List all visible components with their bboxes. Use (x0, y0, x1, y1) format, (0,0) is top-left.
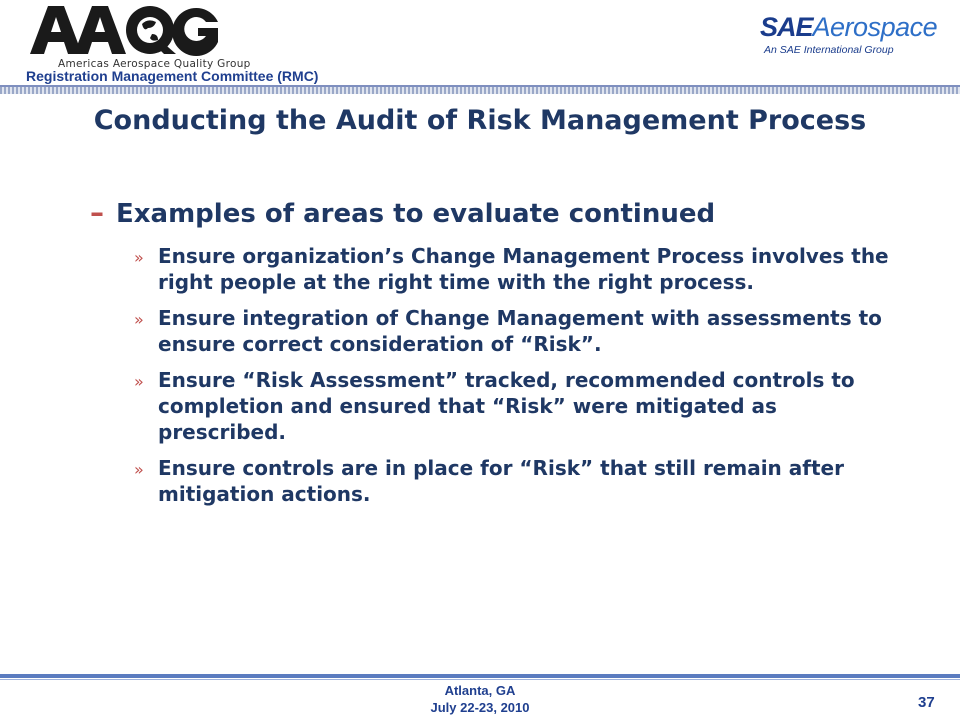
header-divider-band (0, 86, 960, 94)
section-heading-text: Examples of areas to evaluate continued (116, 199, 716, 229)
chevron-bullet-icon: » (134, 310, 144, 329)
committee-name: Registration Management Committee (RMC) (26, 68, 319, 84)
chevron-bullet-icon: » (134, 372, 144, 391)
list-item (134, 367, 914, 445)
section-heading (90, 196, 910, 229)
chevron-bullet-icon: » (134, 460, 144, 479)
aaqg-tagline: Americas Aerospace Quality Group (58, 58, 251, 70)
footer-dates: July 22-23, 2010 (430, 700, 530, 715)
footer-divider (0, 674, 960, 678)
list-item (134, 455, 914, 507)
aaqg-logo (22, 4, 312, 70)
list-item-text: Ensure “Risk Assessment” tracked, recommended controls to completion and ensured that “Risk” were mitigated as prescribed. (158, 368, 855, 444)
list-item-text: Ensure controls are in place for “Risk” that still remain after mitigation actions. (158, 456, 844, 506)
sae-wordmark-bold: SAE (760, 12, 813, 42)
footer-location (380, 682, 580, 716)
list-item-text: Ensure organization’s Change Management Process involves the right people at the right time with the right process. (158, 244, 889, 294)
list-item (134, 243, 914, 295)
footer-divider-thin (0, 679, 960, 680)
sae-wordmark-light: Aerospace (812, 12, 938, 42)
aaqg-wordmark-graphic (30, 4, 220, 56)
slide-title: Conducting the Audit of Risk Management Process (93, 105, 867, 136)
chevron-bullet-icon: » (134, 248, 144, 267)
list-item (134, 305, 914, 357)
page-number: 37 (918, 694, 935, 711)
sae-subtitle: An SAE International Group (764, 44, 894, 56)
footer-city: Atlanta, GA (444, 683, 516, 698)
sae-wordmark (760, 12, 937, 42)
dash-bullet-icon: – (90, 196, 104, 229)
header-divider-line (0, 85, 960, 87)
list-item-text: Ensure integration of Change Management with assessments to ensure correct consideration of “Risk”. (158, 306, 882, 356)
bullet-list (134, 243, 914, 517)
sae-aerospace-logo (760, 12, 950, 60)
